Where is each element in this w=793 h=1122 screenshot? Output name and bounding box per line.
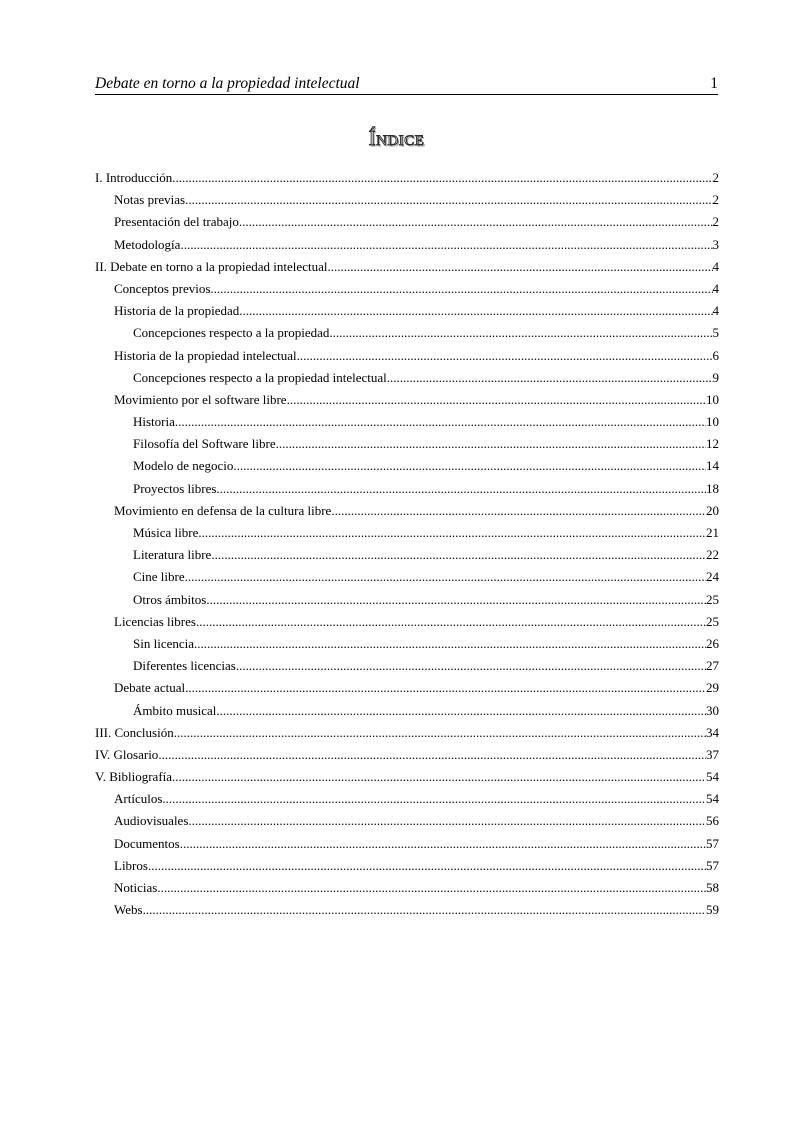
- toc-entry-title: Metodología: [114, 236, 181, 252]
- toc-entry[interactable]: [95, 500, 719, 522]
- dot-leader: [185, 189, 712, 211]
- dot-leader: [297, 345, 713, 367]
- toc-entry-page-number: 25: [706, 613, 719, 629]
- toc-entry-page-number: 37: [706, 746, 719, 762]
- toc-entry-title: Movimiento por el software libre: [114, 391, 287, 407]
- dot-leader: [233, 455, 706, 477]
- dot-leader: [185, 677, 706, 699]
- toc-entry-title: Otros ámbitos: [133, 591, 207, 607]
- toc-entry-page-number: 6: [712, 347, 719, 363]
- dot-leader: [239, 300, 712, 322]
- dot-leader: [327, 256, 712, 278]
- toc-entry[interactable]: [95, 322, 719, 344]
- toc-entry-page-number: 12: [706, 436, 719, 452]
- toc-entry-page-number: 27: [706, 658, 719, 674]
- toc-entry[interactable]: [95, 234, 719, 256]
- toc-entry-title: Licencias libres: [114, 613, 196, 629]
- toc-entry[interactable]: [95, 189, 719, 211]
- toc-entry[interactable]: [95, 433, 719, 455]
- toc-entry[interactable]: [95, 855, 719, 877]
- toc-entry-page-number: 4: [712, 280, 719, 296]
- toc-entry-title: Noticias: [114, 880, 158, 895]
- toc-entry[interactable]: [95, 478, 719, 500]
- toc-entry[interactable]: [95, 256, 719, 278]
- toc-entry-page-number: 4: [712, 303, 719, 319]
- toc-entry-title: Cine libre: [133, 569, 185, 585]
- toc-entry[interactable]: [95, 810, 719, 832]
- toc-entry[interactable]: [95, 766, 719, 788]
- dot-leader: [175, 411, 706, 433]
- toc-entry-page-number: 34: [706, 724, 719, 740]
- dot-leader: [387, 367, 713, 389]
- toc-entry[interactable]: [95, 899, 719, 921]
- dot-leader: [158, 744, 706, 766]
- toc-entry-page-number: 21: [706, 525, 719, 540]
- toc-entry-page-number: 26: [706, 635, 719, 651]
- toc-entry[interactable]: [95, 744, 719, 766]
- toc-entry-title: Filosofía del Software libre: [133, 436, 276, 452]
- toc-entry[interactable]: [95, 833, 719, 855]
- toc-entry-page-number: 57: [706, 857, 719, 873]
- toc-entry-title: Audiovisuales: [114, 813, 189, 829]
- toc-entry-page-number: 10: [706, 391, 719, 407]
- toc-entry-page-number: 59: [706, 902, 719, 918]
- toc-entry-title: Historia de la propiedad intelectual: [114, 347, 297, 363]
- toc-entry-page-number: 30: [706, 702, 719, 718]
- dot-leader: [185, 566, 706, 588]
- toc-entry[interactable]: [95, 278, 719, 300]
- toc-entry-title: Debate actual: [114, 680, 186, 696]
- dot-leader: [206, 589, 706, 611]
- toc-entry-title: Libros: [114, 857, 148, 873]
- toc-entry-title: Documentos: [114, 835, 180, 851]
- toc-entry-title: Concepciones respecto a la propiedad intelectual: [133, 369, 387, 385]
- dot-leader: [276, 433, 706, 455]
- toc-entry-page-number: 54: [706, 791, 719, 807]
- toc-entry-page-number: 10: [706, 414, 719, 430]
- running-header-title: Debate en torno a la propiedad intelectual: [95, 75, 360, 92]
- toc-entry[interactable]: [95, 589, 719, 611]
- dot-leader: [331, 500, 706, 522]
- toc-entry-title: I. Introducción: [95, 170, 173, 185]
- dot-leader: [194, 633, 706, 655]
- toc-entry-page-number: 20: [706, 502, 719, 518]
- dot-leader: [174, 722, 706, 744]
- dot-leader: [216, 478, 706, 500]
- dot-leader: [172, 766, 706, 788]
- toc-entry-title: III. Conclusión: [95, 724, 174, 740]
- toc-entry-page-number: 18: [706, 480, 719, 496]
- toc-entry-title: Movimiento en defensa de la cultura libre: [114, 502, 332, 518]
- toc-entry-title: Presentación del trabajo: [114, 214, 239, 230]
- toc-entry-title: Webs: [114, 902, 143, 918]
- toc-heading: Índice: [368, 126, 425, 150]
- toc-entry-title: Modelo de negocio: [133, 458, 234, 474]
- toc-entry[interactable]: [95, 367, 719, 389]
- dot-leader: [196, 611, 706, 633]
- toc-entry-title: II. Debate en torno a la propiedad intelectual: [95, 258, 328, 274]
- toc-entry[interactable]: [95, 655, 719, 677]
- dot-leader: [287, 389, 706, 411]
- dot-leader: [172, 167, 712, 189]
- toc-entry[interactable]: [95, 788, 719, 810]
- toc-entry-page-number: 58: [706, 880, 719, 895]
- dot-leader: [198, 522, 706, 544]
- dot-leader: [210, 278, 712, 300]
- toc-entry[interactable]: [95, 877, 719, 899]
- toc-entry-title: Ámbito musical: [133, 702, 217, 718]
- dot-leader: [216, 700, 706, 722]
- toc-entry[interactable]: [95, 411, 719, 433]
- toc-entry[interactable]: [95, 633, 719, 655]
- toc-entry-page-number: 54: [706, 769, 719, 785]
- toc-entry-title: IV. Glosario: [95, 746, 159, 762]
- toc-entry-page-number: 2: [712, 214, 719, 230]
- table-of-contents: [95, 167, 719, 921]
- toc-entry[interactable]: [95, 389, 719, 411]
- toc-entry-page-number: 5: [712, 325, 719, 341]
- dot-leader: [180, 234, 712, 256]
- toc-entry-title: Proyectos libres: [133, 480, 217, 496]
- dot-leader: [180, 833, 706, 855]
- toc-entry[interactable]: [95, 566, 719, 588]
- dot-leader: [143, 899, 706, 921]
- toc-entry[interactable]: [95, 455, 719, 477]
- toc-entry[interactable]: [95, 522, 719, 544]
- toc-entry[interactable]: [95, 677, 719, 699]
- toc-entry-page-number: 29: [706, 680, 719, 696]
- toc-entry-page-number: 24: [706, 569, 719, 585]
- dot-leader: [148, 855, 706, 877]
- toc-entry-page-number: 4: [712, 258, 719, 274]
- toc-entry-title: Artículos: [114, 791, 163, 807]
- toc-entry[interactable]: [95, 211, 719, 233]
- page-header: [95, 74, 718, 95]
- toc-entry-title: V. Bibliografía: [95, 769, 173, 785]
- toc-entry-title: Historia: [133, 414, 175, 430]
- dot-leader: [329, 322, 712, 344]
- toc-entry-page-number: 25: [706, 591, 719, 607]
- toc-entry-title: Concepciones respecto a la propiedad: [133, 325, 330, 341]
- toc-entry-title: Historia de la propiedad: [114, 303, 240, 319]
- dot-leader: [188, 810, 706, 832]
- toc-entry-page-number: 3: [712, 236, 719, 252]
- toc-entry-title: Diferentes licencias: [133, 658, 236, 674]
- toc-entry-title: Literatura libre: [133, 547, 212, 563]
- header-page-number: 1: [710, 75, 718, 92]
- toc-entry[interactable]: [95, 722, 719, 744]
- toc-entry-title: Notas previas: [114, 192, 186, 208]
- toc-entry-page-number: 2: [712, 170, 719, 185]
- toc-entry-page-number: 2: [712, 192, 719, 208]
- dot-leader: [157, 877, 706, 899]
- toc-entry-page-number: 57: [706, 835, 719, 851]
- dot-leader: [162, 788, 706, 810]
- toc-entry[interactable]: [95, 345, 719, 367]
- toc-entry-page-number: 56: [706, 813, 719, 829]
- dot-leader: [239, 211, 713, 233]
- toc-entry-title: Sin licencia: [133, 635, 195, 651]
- toc-entry-page-number: 14: [706, 458, 719, 474]
- toc-entry-title: Música libre: [133, 525, 199, 540]
- dot-leader: [236, 655, 706, 677]
- dot-leader: [211, 544, 706, 566]
- toc-entry[interactable]: [95, 611, 719, 633]
- toc-entry-title: Conceptos previos: [114, 280, 211, 296]
- toc-entry-page-number: 9: [712, 369, 719, 385]
- toc-entry-page-number: 22: [706, 547, 719, 563]
- toc-entry[interactable]: [95, 167, 719, 189]
- toc-entry[interactable]: [95, 300, 719, 322]
- toc-entry[interactable]: [95, 544, 719, 566]
- toc-entry[interactable]: [95, 700, 719, 722]
